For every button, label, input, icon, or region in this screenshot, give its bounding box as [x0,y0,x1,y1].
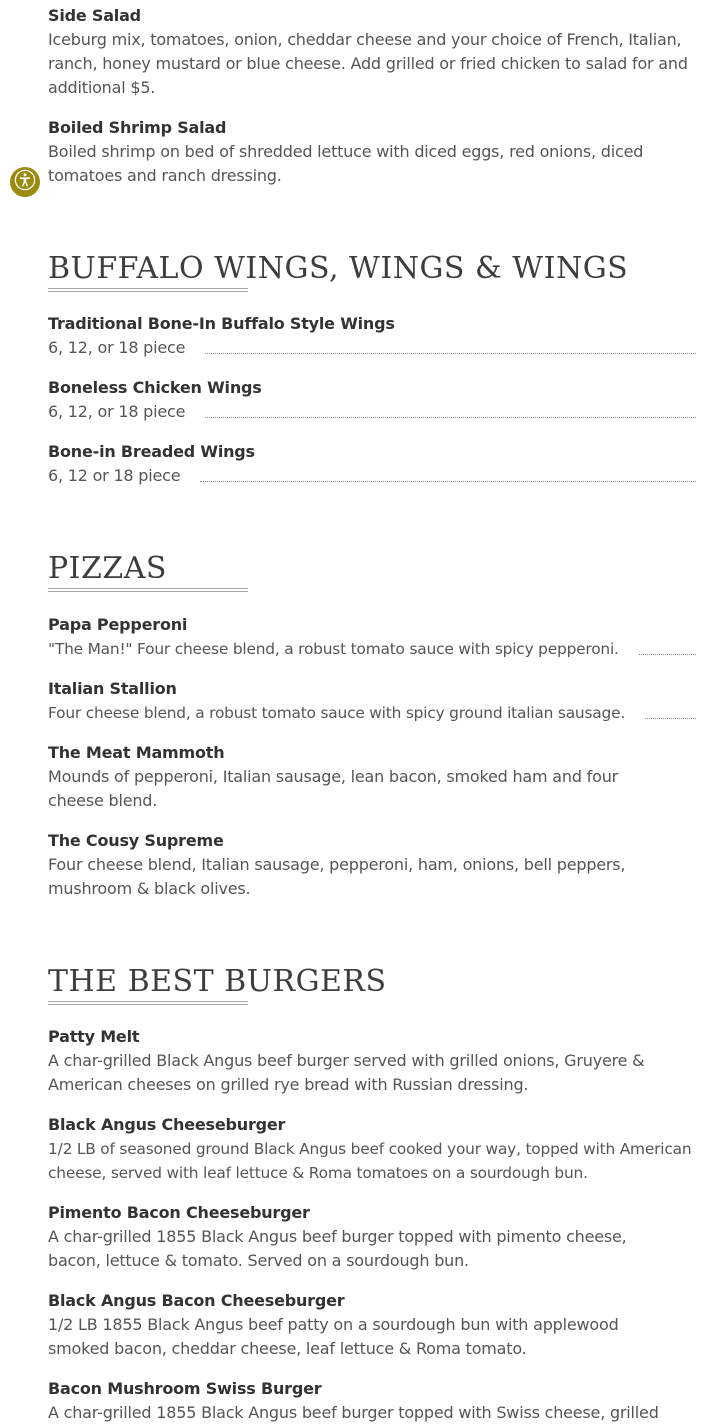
section-divider [48,588,248,592]
item-description: "The Man!" Four cheese blend, a robust tomato sauce with spicy pepperoni. [48,640,619,658]
section-divider [48,288,248,292]
menu-item [48,829,648,901]
item-description: Boiled shrimp on bed of shredded lettuce with diced eggs, red onions, diced tomatoes and ranch dressing. [48,142,644,185]
section-title: PIZZAS [48,551,167,586]
item-name: The Cousy Supreme [48,831,224,850]
menu-item [48,1113,696,1185]
item-description: Four cheese blend, Italian sausage, pepperoni, ham, onions, bell peppers, mushroom & black olives. [48,855,626,898]
item-description: Four cheese blend, a robust tomato sauce with spicy ground italian sausage. [48,704,626,722]
menu-item [48,1289,678,1361]
item-description: 1/2 LB of seasoned ground Black Angus beef cooked your way, topped with American cheese, served with leaf lettuce & Roma tomatoes on a sourdough bun. [48,1140,692,1182]
menu-item [48,4,688,100]
section-header [48,552,696,592]
item-name: Black Angus Cheeseburger [48,1115,286,1134]
item-name: Bone-in Breaded Wings [48,442,255,461]
menu-item [48,613,696,661]
dotted-leader [205,417,696,418]
section-header [48,252,696,292]
menu-item [48,116,688,188]
item-name: Papa Pepperoni [48,615,188,634]
menu-item [48,741,678,813]
item-description: 6, 12, or 18 piece [48,338,186,357]
section-title: BUFFALO WINGS, WINGS & WINGS [48,251,629,286]
menu-item [48,677,696,725]
accessibility-button[interactable] [10,167,40,197]
item-name: Bacon Mushroom Swiss Burger [48,1379,322,1398]
item-name: Side Salad [48,6,141,25]
menu-item [48,376,696,424]
item-description: 6, 12 or 18 piece [48,466,181,485]
dotted-leader [645,718,696,719]
item-name: Black Angus Bacon Cheeseburger [48,1291,345,1310]
accessibility-icon [14,169,36,195]
dotted-leader [639,654,696,655]
item-description: 1/2 LB 1855 Black Angus beef patty on a sourdough bun with applewood smoked bacon, cheddar cheese, leaf lettuce & Roma tomato. [48,1315,619,1358]
menu-item [48,440,696,488]
section-header [48,965,696,1005]
item-description: Iceburg mix, tomatoes, onion, cheddar cheese and your choice of French, Italian, ranch, honey mustard or blue cheese. Add grilled or fried chicken to salad for and additional $5. [48,30,688,97]
section-divider [48,1001,248,1005]
item-name: Italian Stallion [48,679,177,698]
menu-item [48,1025,648,1097]
item-description: A char-grilled 1855 Black Angus beef burger topped with pimento cheese, bacon, lettuce & tomato. Served on a sourdough bun. [48,1227,627,1270]
dotted-leader [205,353,696,354]
item-name: Patty Melt [48,1027,140,1046]
menu-item [48,1201,678,1273]
item-name: Traditional Bone-In Buffalo Style Wings [48,314,395,333]
item-description: 6, 12, or 18 piece [48,402,186,421]
item-name: Boiled Shrimp Salad [48,118,227,137]
item-name: The Meat Mammoth [48,743,225,762]
item-name: Boneless Chicken Wings [48,378,262,397]
item-name: Pimento Bacon Cheeseburger [48,1203,310,1222]
item-description: A char-grilled Black Angus beef burger served with grilled onions, Gruyere & American cheeses on grilled rye bread with Russian dressing. [48,1051,645,1094]
dotted-leader [200,481,696,482]
item-description: Mounds of pepperoni, Italian sausage, lean bacon, smoked ham and four cheese blend. [48,767,619,810]
section-title: THE BEST BURGERS [48,964,387,999]
menu-item [48,312,696,360]
item-description: A char-grilled 1855 Black Angus beef burger topped with Swiss cheese, grilled [48,1403,659,1422]
